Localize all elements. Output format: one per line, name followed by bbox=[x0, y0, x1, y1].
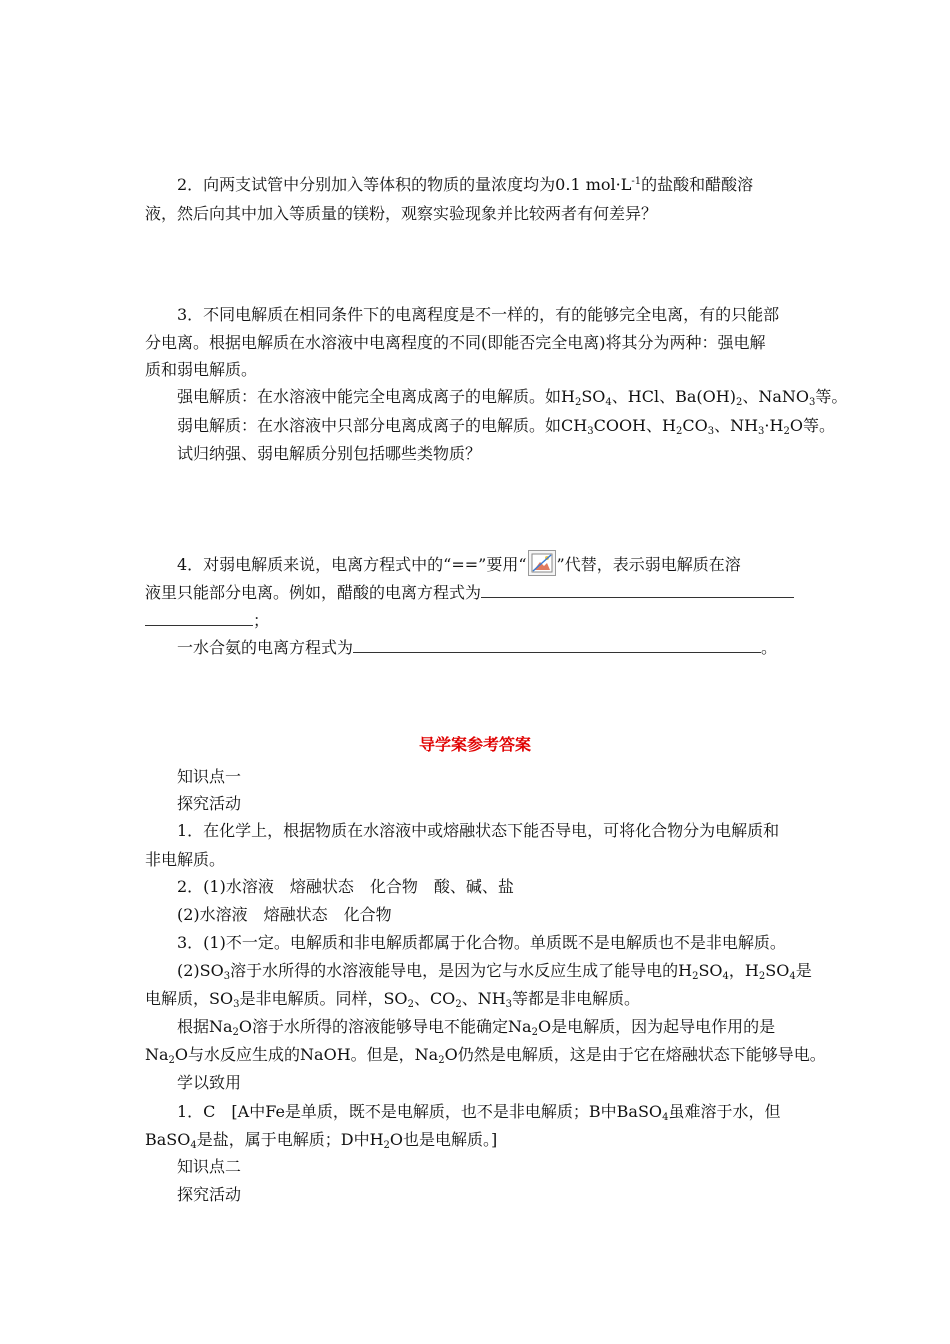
q3-line-2: 分电离。根据电解质在水溶液中电离程度的不同(即能否完全电离)将其分为两种：强电解 bbox=[145, 333, 766, 352]
weak-electrolyte-line: 弱电解质：在水溶液中只部分电离成离子的电解质。如$CH_3COOH$、$H_2CO_3$、$NH_3\cdot H_2O$等。 bbox=[177, 416, 835, 437]
answer-2-line-2: (2)水溶液 熔融状态 化合物 bbox=[177, 905, 392, 924]
answer-blank[interactable] bbox=[145, 611, 253, 626]
q3-line-3: 质和弱电解质。 bbox=[145, 360, 258, 379]
strong-electrolyte-line: 强电解质：在水溶液中能完全电离成离子的电解质。如$H_2SO_4$、HCl、$Ba(OH)_2$、NaNO$_3$等。 bbox=[177, 387, 848, 408]
section-label: 知识点二 bbox=[177, 1157, 242, 1176]
apply-answer-line-1: 1．C [A中Fe是单质，既不是电解质，也不是非电解质；B中BaSO$_4$虽难溶于水，但 bbox=[177, 1102, 781, 1123]
q4-line-3: ； bbox=[145, 611, 269, 631]
apply-answer-line-2: BaSO$_4$是盐，属于电解质；D中$H_2O$也是电解质。] bbox=[145, 1130, 498, 1151]
answer-3-line-2: $(2)SO_3$溶于水所得的水溶液能导电，是因为它与水反应生成了能导电的$H_2SO_4$，$H_2SO_4$是 bbox=[177, 961, 812, 982]
answers-heading: 导学案参考答案 bbox=[418, 735, 531, 754]
q4-line-1: 4．对弱电解质来说，电离方程式中的“==”要用“ ”代替，表示弱电解质在溶 bbox=[177, 550, 741, 576]
subsection-label: 学以致用 bbox=[177, 1073, 242, 1092]
q3-line-1: 3．不同电解质在相同条件下的电离程度是不一样的，有的能够完全电离，有的只能部 bbox=[177, 305, 780, 324]
answer-2-line-1: 2．(1)水溶液 熔融状态 化合物 酸、碱、盐 bbox=[177, 877, 514, 896]
answer-3-line-5: $Na_2O$与水反应生成的NaOH。但是，$Na_2O$仍然是电解质，这是由于它在熔融状态下能够导电。 bbox=[145, 1045, 826, 1066]
q4-line-2: 液里只能部分电离。例如，醋酸的电离方程式为 bbox=[145, 583, 794, 603]
broken-image-icon bbox=[528, 550, 556, 576]
subsection-label: 探究活动 bbox=[177, 794, 242, 813]
q2-line-2: 液，然后向其中加入等质量的镁粉，观察实验现象并比较两者有何差异？ bbox=[145, 204, 658, 223]
answer-3-line-4: 根据$Na_2O$溶于水所得的溶液能够导电不能确定$Na_2O$是电解质，因为起导电作用的是 bbox=[177, 1017, 776, 1038]
answer-1-line-2: 非电解质。 bbox=[145, 850, 226, 869]
q4-line-4: 一水合氨的电离方程式为 。 bbox=[177, 638, 778, 657]
section-label: 知识点一 bbox=[177, 767, 242, 786]
answer-3-line-3: 电解质，$SO_3$是非电解质。同样，$SO_2$、$CO_2$、$NH_3$等都是非电解质。 bbox=[145, 989, 641, 1010]
q3-question: 试归纳强、弱电解质分别包括哪些类物质？ bbox=[177, 444, 482, 463]
subsection-label: 探究活动 bbox=[177, 1185, 242, 1204]
q2-line-1: 2．向两支试管中分别加入等体积的物质的量浓度均为0.1 $mol\cdot L^{-1}$的盐酸和醋酸溶 bbox=[177, 175, 754, 194]
answer-1-line-1: 1．在化学上，根据物质在水溶液中或熔融状态下能否导电，可将化合物分为电解质和 bbox=[177, 821, 780, 840]
answer-blank[interactable] bbox=[481, 583, 794, 598]
answer-3-line-1: 3．(1)不一定。电解质和非电解质都属于化合物。单质既不是电解质也不是非电解质。 bbox=[177, 933, 786, 952]
answer-blank[interactable] bbox=[353, 638, 761, 653]
